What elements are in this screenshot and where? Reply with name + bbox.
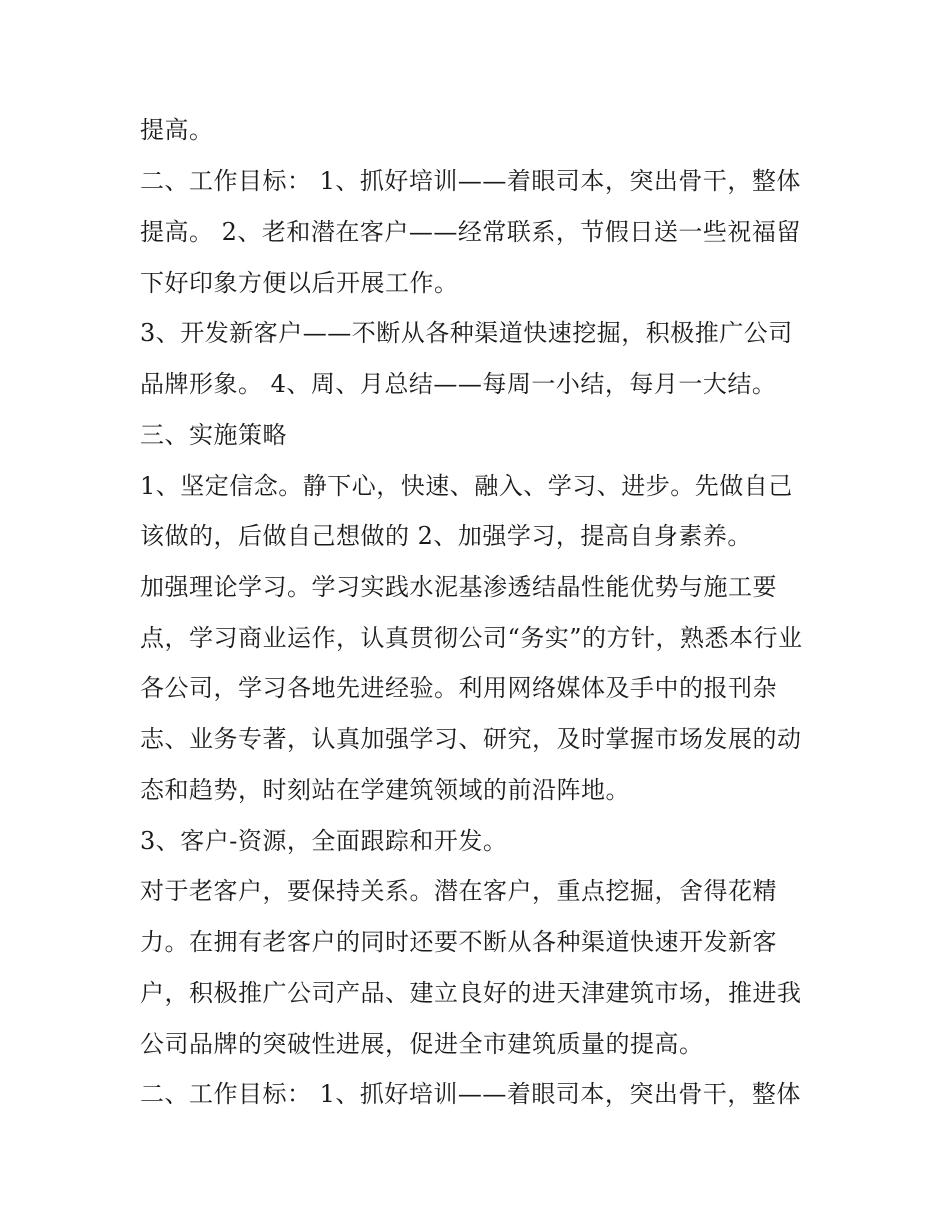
text-line: 二、工作目标： 1、抓好培训——着眼司本，突出骨干，整体: [140, 1080, 801, 1108]
text-line: 力。在拥有老客户的同时还要不断从各种渠道快速开发新客: [140, 928, 777, 956]
text-line: 品牌形象。 4、周、月总结——每周一小结，每月一大结。: [140, 370, 777, 398]
text-line: 户，积极推广公司产品、建立良好的进天津建筑市场，推进我: [140, 979, 802, 1007]
text-line: 志、业务专著，认真加强学习、研究，及时掌握市场发展的动: [140, 725, 802, 753]
text-line: 点，学习商业运作，认真贯彻公司“务实”的方针，熟悉本行业: [140, 624, 803, 652]
text-line: 各公司，学习各地先进经验。利用网络媒体及手中的报刊杂: [140, 674, 777, 702]
text-line: 下好印象方便以后开展工作。: [140, 269, 459, 297]
text-line: 公司品牌的突破性进展，促进全市建筑质量的提高。: [140, 1030, 704, 1058]
text-line: 加强理论学习。学习实践水泥基渗透结晶性能优势与施工要: [140, 573, 777, 601]
text-line: 二、工作目标： 1、抓好培训——着眼司本，突出骨干，整体: [140, 167, 801, 195]
text-line: 提高。 2、老和潜在客户——经常联系，节假日送一些祝福留: [140, 218, 801, 246]
text-line: 3、客户-资源，全面跟踪和开发。: [140, 827, 508, 855]
section-heading: 三、实施策略: [140, 421, 287, 449]
text-line: 提高。: [140, 116, 214, 144]
text-line: 态和趋势，时刻站在学建筑领域的前沿阵地。: [140, 776, 630, 804]
text-line: 该做的，后做自己想做的 2、加强学习，提高自身素养。: [140, 522, 752, 550]
text-line: 对于老客户，要保持关系。潜在客户，重点挖掘，舍得花精: [140, 877, 777, 905]
text-line: 1、坚定信念。静下心，快速、融入、学习、进步。先做自己: [140, 472, 793, 500]
text-line: 3、开发新客户——不断从各种渠道快速挖掘，积极推广公司: [140, 319, 793, 347]
